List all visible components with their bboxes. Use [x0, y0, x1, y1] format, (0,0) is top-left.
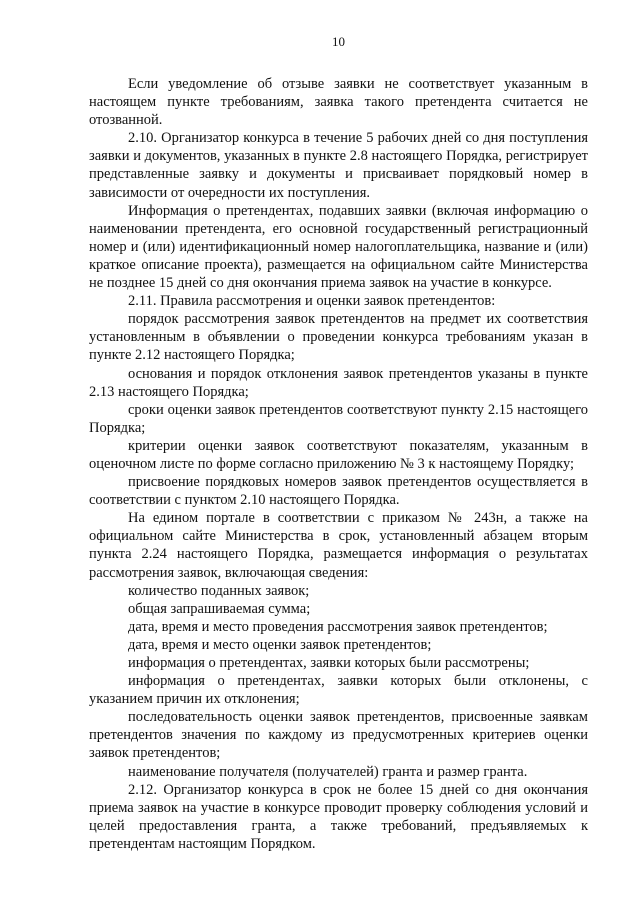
paragraph: наименование получателя (получателей) гранта и размер гранта.: [128, 763, 528, 780]
paragraph: количество поданных заявок;: [128, 582, 310, 599]
paragraph: присвоение порядковых номеров заявок претендентов осуществляется в соответствии с пунктом 2.10 настоящего Порядка.: [89, 474, 588, 509]
page-number: 10: [332, 34, 345, 49]
paragraph: На едином портале в соответствии с приказом № 243н, а также на официальном сайте Министерства в срок, установленный абзацем вторым пункта 2.24 настоящего Порядка, размещается информация о результатах рассмотрения заявок, включающая сведения:: [89, 510, 588, 581]
paragraph: Если уведомление об отзыве заявки не соответствует указанным в настоящем пункте требованиям, заявка такого претендента считается не отозванной.: [89, 76, 588, 129]
paragraph: дата, время и место оценки заявок претендентов;: [128, 636, 432, 653]
body-text: [89, 75, 588, 853]
paragraph: последовательность оценки заявок претендентов, присвоенные заявкам претендентов значения по каждому из предусмотренных критериев оценки заявок претендентов;: [89, 709, 588, 762]
paragraph: информация о претендентах, заявки которых были отклонены, с указанием причин их отклонения;: [89, 673, 588, 708]
paragraph: сроки оценки заявок претендентов соответствуют пункту 2.15 настоящего Порядка;: [89, 401, 588, 436]
paragraph: общая запрашиваемая сумма;: [128, 600, 311, 617]
paragraph: критерии оценки заявок соответствуют показателям, указанным в оценочном листе по форме согласно приложению № 3 к настоящему Порядку;: [89, 437, 588, 472]
paragraph: основания и порядок отклонения заявок претендентов указаны в пункте 2.13 настоящего Порядка;: [89, 365, 588, 400]
paragraph: Информация о претендентах, подавших заявки (включая информацию о наименовании претендента, его основной государственный регистрационный номер и (или) идентификационный номер налогоплательщика, название и (или) краткое описание проекта), размещается на официальном сайте Министерства не позднее 15 дней со дня окончания приема заявок на участие в конкурсе.: [89, 202, 588, 292]
paragraph: 2.11. Правила рассмотрения и оценки заявок претендентов:: [128, 293, 496, 310]
paragraph: 2.10. Организатор конкурса в течение 5 рабочих дней со дня поступления заявки и документов, указанных в пункте 2.8 настоящего Порядка, регистрирует представленные заявку и документы и присваивает порядковый номер в зависимости от очередности их поступления.: [89, 130, 588, 201]
paragraph: порядок рассмотрения заявок претендентов на предмет их соответствия установленным в объявлении о проведении конкурса требованиям указан в пункте 2.12 настоящего Порядка;: [89, 311, 588, 364]
paragraph: дата, время и место проведения рассмотрения заявок претендентов;: [128, 618, 548, 635]
paragraph: информация о претендентах, заявки которых были рассмотрены;: [128, 655, 530, 671]
paragraph: 2.12. Организатор конкурса в срок не более 15 дней со дня окончания приема заявок на участие в конкурсе проводит проверку соблюдения условий и целей предоставления гранта, а также требований, предъявляемых к претендентам настоящим Порядком.: [89, 781, 588, 852]
